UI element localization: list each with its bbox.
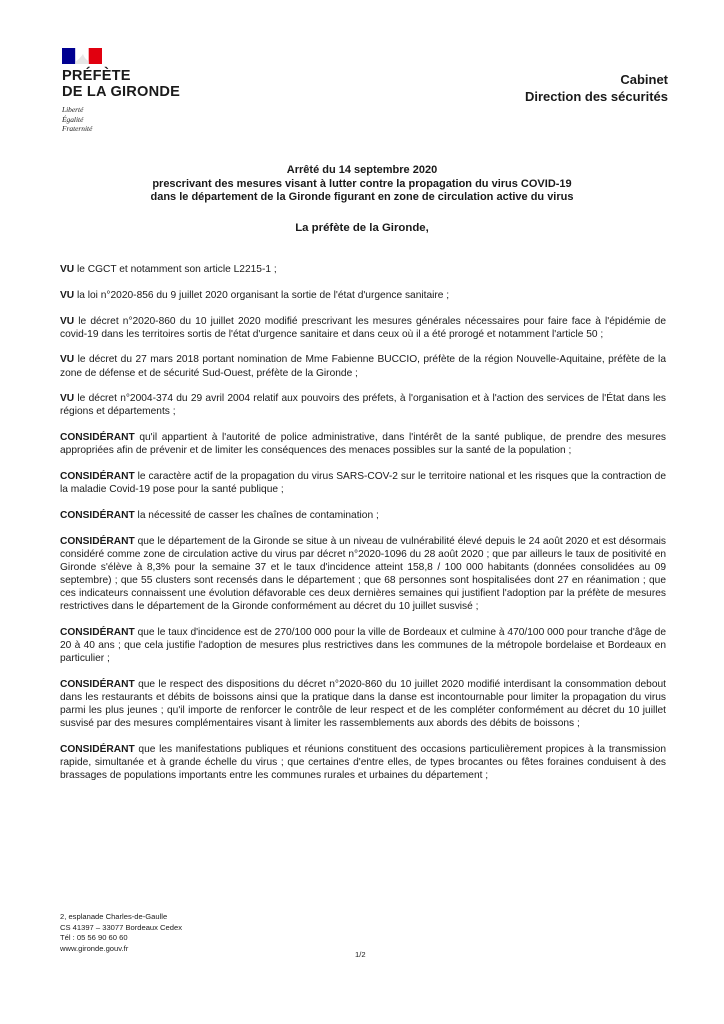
paragraph-keyword: VU bbox=[60, 354, 75, 366]
decree-title-line2: prescrivant des mesures visant à lutter contre la propagation du virus COVID-19 bbox=[152, 177, 572, 190]
paragraph-vu-loi bbox=[60, 289, 666, 302]
paragraph-text: la loi n°2020-856 du 9 juillet 2020 organisant la sortie de l'état d'urgence sanitaire ; bbox=[74, 289, 450, 301]
paragraph-considerant-debits bbox=[60, 678, 666, 730]
paragraph-keyword: CONSIDÉRANT bbox=[60, 678, 135, 690]
prefecture-line1: PRÉFÈTE bbox=[62, 68, 131, 84]
paragraph-keyword: VU bbox=[60, 393, 75, 405]
motto-egalite: Égalité bbox=[62, 114, 84, 124]
paragraph-text: qu'il appartient à l'autorité de police administrative, dans l'intérêt de la santé publique, de prendre des mesures appropriées afin de prévenir et de limiter les conséquences des menaces possibles sur la santé de la population ; bbox=[60, 432, 666, 457]
paragraph-keyword: VU bbox=[60, 315, 75, 327]
republic-motto bbox=[62, 105, 92, 134]
paragraph-vu-cgct bbox=[60, 263, 666, 276]
paragraph-text: le CGCT et notamment son article L2215-1 ; bbox=[74, 264, 277, 275]
paragraph-keyword: CONSIDÉRANT bbox=[60, 744, 135, 755]
office-heading bbox=[525, 72, 668, 105]
decree-title bbox=[0, 164, 724, 205]
paragraph-vu-decret-374 bbox=[60, 392, 666, 418]
paragraph-considerant-manifestations bbox=[60, 743, 666, 782]
motto-fraternite: Fraternité bbox=[62, 124, 93, 133]
paragraph-text: le décret du 27 mars 2018 portant nomination de Mme Fabienne BUCCIO, préfète de la région Nouvelle-Aquitaine, préfète de la zone de défense et de sécurité Sud-Ouest, préfète de la Gironde ; bbox=[60, 354, 666, 379]
footer-phone: Tél : 05 56 90 60 60 bbox=[60, 933, 128, 943]
paragraph-keyword: VU bbox=[60, 289, 75, 301]
paragraph-vu-decret-nomination bbox=[60, 353, 666, 379]
page-number: 1/2 bbox=[355, 950, 366, 959]
paragraph-considerant-chaines bbox=[60, 509, 666, 522]
footer-address bbox=[60, 912, 182, 954]
paragraph-keyword: CONSIDÉRANT bbox=[60, 535, 135, 547]
footer-street: 2, esplanade Charles-de-Gaulle bbox=[60, 912, 168, 921]
office-line1: Cabinet bbox=[620, 72, 668, 87]
paragraph-text: la nécessité de casser les chaînes de contamination ; bbox=[134, 509, 379, 521]
paragraph-keyword: CONSIDÉRANT bbox=[60, 626, 135, 638]
paragraph-text: que le taux d'incidence est de 270/100 000 pour la ville de Bordeaux et culmine à 470/100 000 pour tranche d'âge de 20 à 40 ans ; que cela justifie l'adoption de mesures plus restrictives dans les communes de la métropole bordelaise et Bordeaux en particulier ; bbox=[60, 626, 666, 665]
paragraph-considerant-gironde bbox=[60, 535, 666, 614]
paragraph-keyword: VU bbox=[60, 264, 75, 275]
paragraph-text: que le respect des dispositions du décret n°2020-860 du 10 juillet 2020 modifié interdisant la consommation debout dans les restaurants et débits de boissons ainsi que la pratique dans la danse est incontournable pour limiter la propagation du virus parmi les plus jeunes ; qu'il importe de renforcer le contrôle de leur respect et de les compléter conformément au décret du 10 juillet susvisé par des mesures complémentaires visant à limiter les rassemblements aux abords des débits de boissons ; bbox=[60, 678, 666, 730]
decree-body bbox=[60, 263, 666, 795]
paragraph-keyword: CONSIDÉRANT bbox=[60, 509, 135, 521]
prefecture-name bbox=[62, 68, 180, 100]
prefecture-line2: DE LA GIRONDE bbox=[62, 84, 181, 100]
decree-title-line1: Arrêté du 14 septembre 2020 bbox=[286, 164, 438, 176]
paragraph-considerant-propagation bbox=[60, 470, 666, 496]
motto-liberte: Liberté bbox=[62, 105, 84, 114]
issuing-authority: La préfète de la Gironde, bbox=[295, 222, 429, 234]
paragraph-text: le décret n°2004-374 du 29 avril 2004 relatif aux pouvoirs des préfets, à l'organisation et à l'action des services de l'État dans les régions et départements ; bbox=[60, 393, 666, 418]
paragraph-considerant-bordeaux bbox=[60, 626, 666, 665]
paragraph-text: le décret n°2020-860 du 10 juillet 2020 modifié prescrivant les mesures générales nécessaires pour faire face à l'épidémie de covid-19 dans les territoires sortis de l'état d'urgence sanitaire et dans ceux où il a été prorogé et notamment l'article 50 ; bbox=[60, 315, 666, 340]
paragraph-considerant-police bbox=[60, 431, 666, 457]
footer-website-link[interactable]: www.gironde.gouv.fr bbox=[60, 943, 129, 953]
paragraph-text: que les manifestations publiques et réunions constituent des occasions particulièrement propices à la transmission rapide, simultanée et à grande échelle du virus ; que certaines d'entre elles, de types brocantes ou fêtes foraines conduisent à des brassages de populations importants entre les communes rurales et urbaines du département ; bbox=[60, 744, 666, 782]
paragraph-keyword: CONSIDÉRANT bbox=[60, 432, 135, 444]
decree-title-line3: dans le département de la Gironde figurant en zone de circulation active du virus bbox=[150, 191, 574, 203]
french-flag-logo bbox=[62, 48, 102, 64]
paragraph-keyword: CONSIDÉRANT bbox=[60, 471, 135, 483]
footer-postal: CS 41397 – 33077 Bordeaux Cedex bbox=[60, 922, 183, 932]
paragraph-text: que le département de la Gironde se situe à un niveau de vulnérabilité élevé depuis le 24 août 2020 et est désormais considéré comme zone de circulation active du virus par décret n°2020-1096 du 28 août 2020 ; que par ailleurs le taux de positivité en Gironde s'élève à 8,3% pour la semaine 37 et le taux d'incidence atteint 158,8 / 100 000 habitants (données consolidées au 09 septembre) ; que 55 clusters sont recensés dans le département ; que 68 personnes sont hospitalisées dont 27 en réanimation ; que ces indicateurs connaissent une évolution défavorable ces deux dernières semaines qui justifient l'adoption par la préfète de mesures restrictives dans le département de la Gironde conformément au décret du 10 juillet susvisé ; bbox=[60, 535, 666, 613]
paragraph-text: le caractère actif de la propagation du virus SARS-COV-2 sur le territoire national et les risques que la contraction de la maladie Covid-19 pose pour la santé publique ; bbox=[60, 471, 666, 496]
office-line2: Direction des sécurités bbox=[524, 88, 668, 104]
paragraph-vu-decret-860 bbox=[60, 315, 666, 341]
